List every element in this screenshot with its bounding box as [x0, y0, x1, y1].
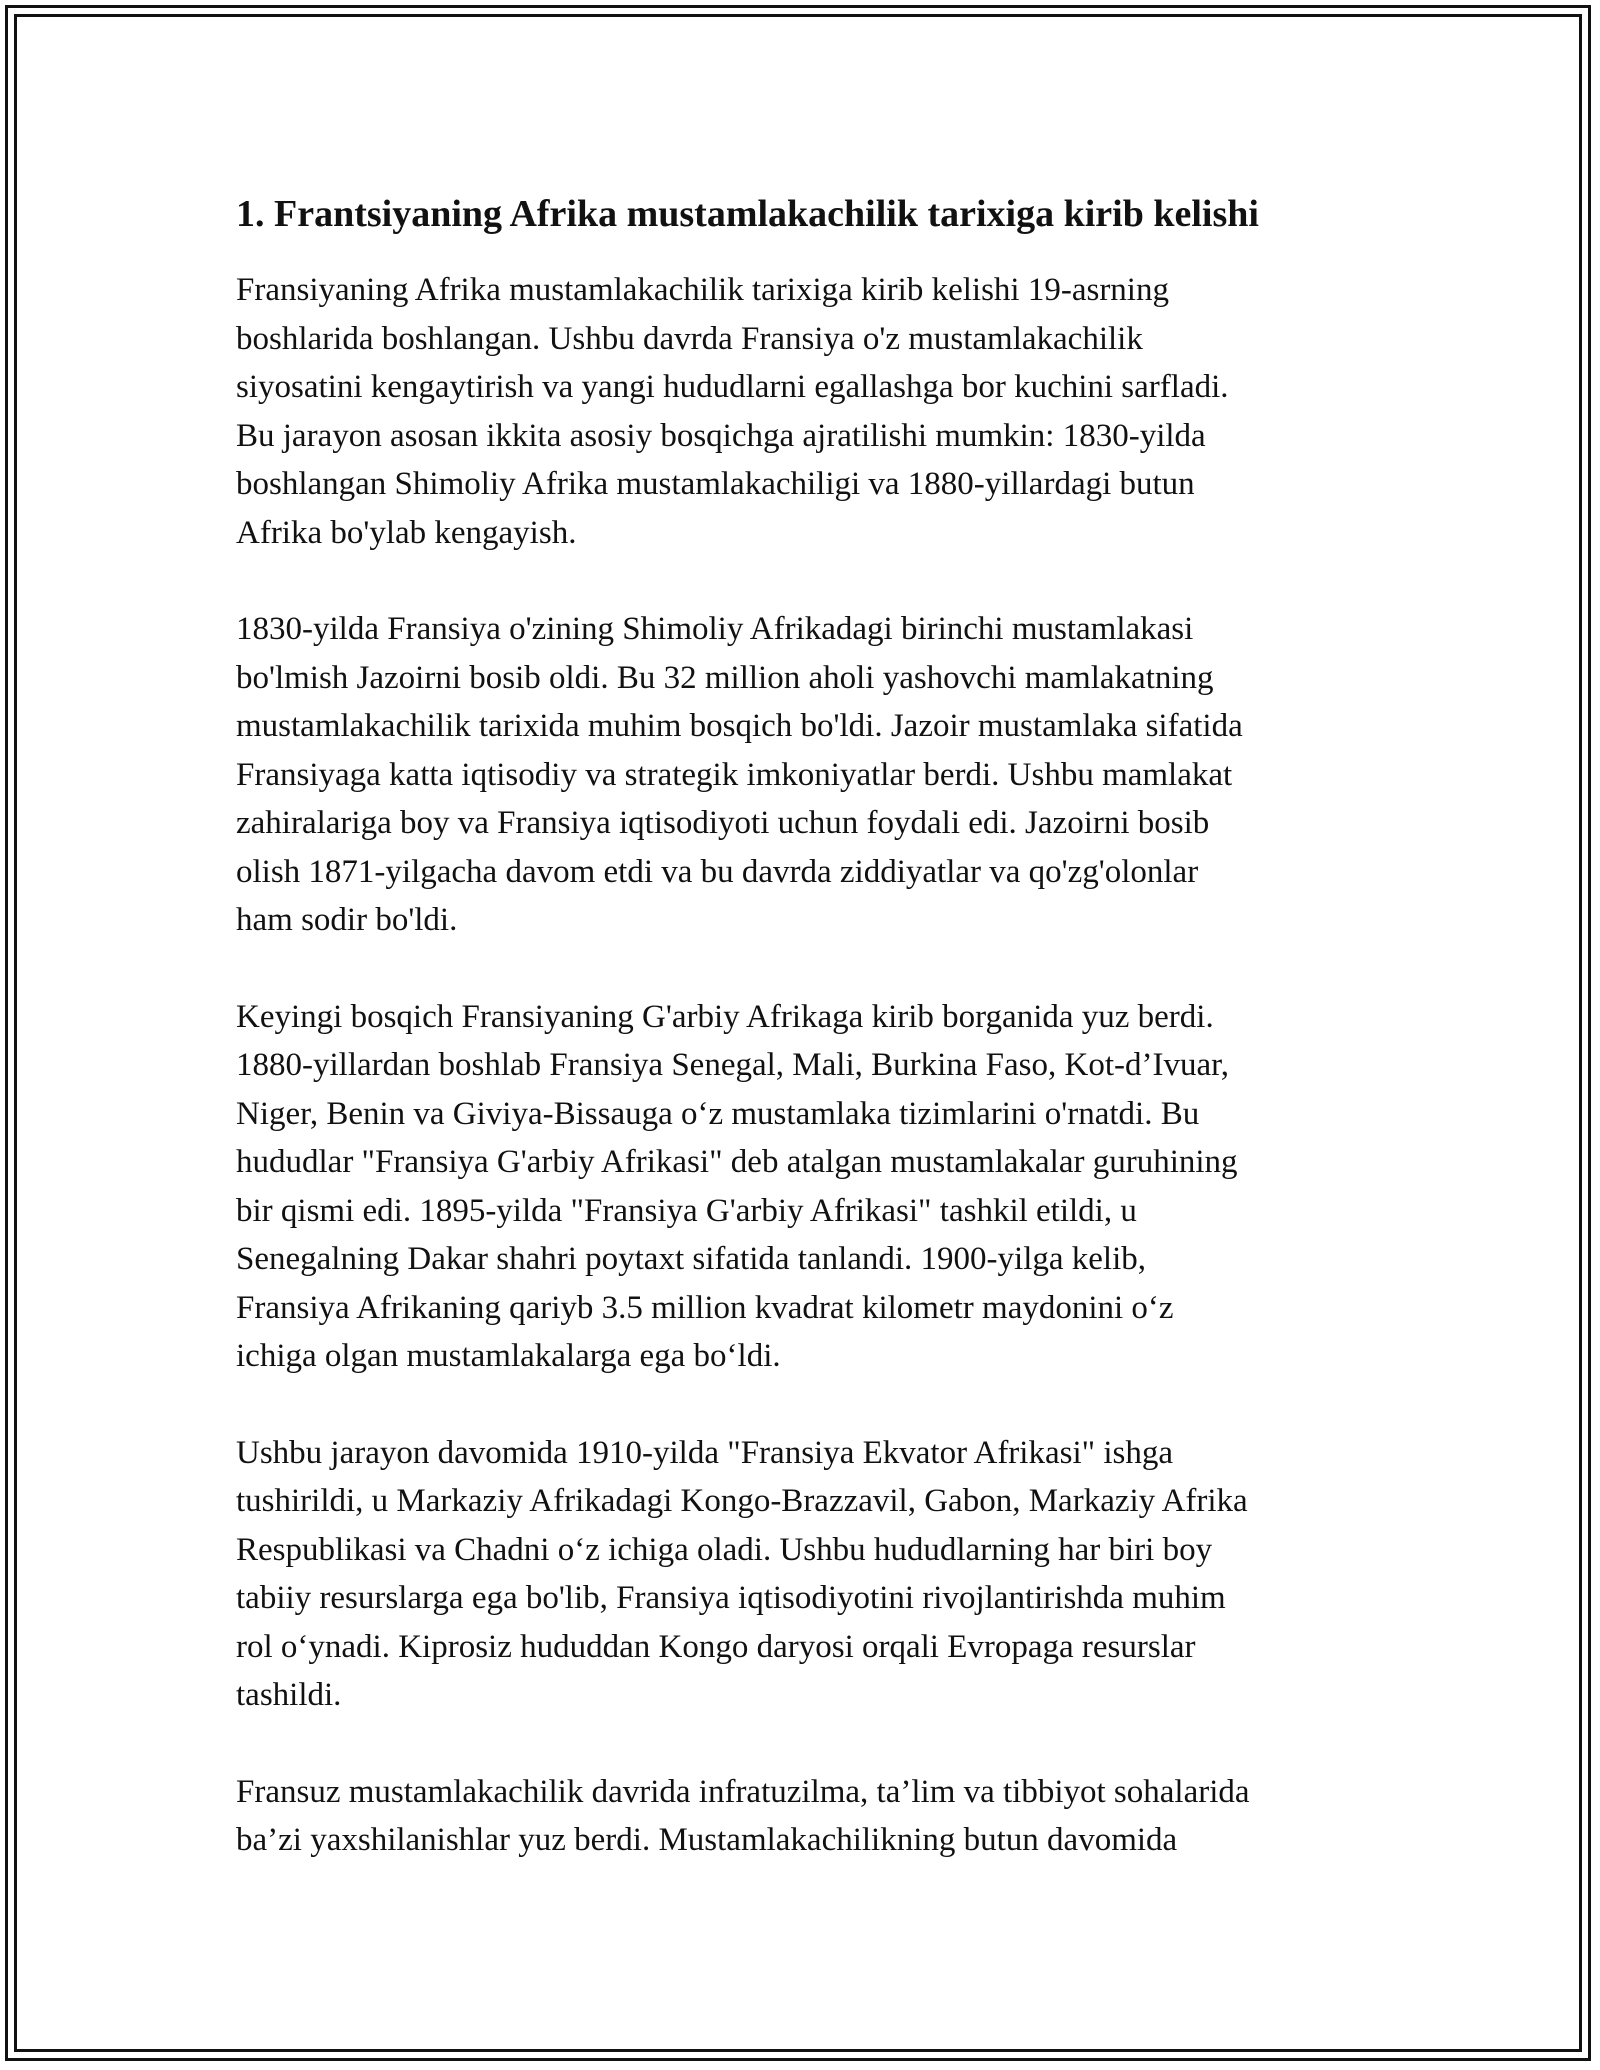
paragraph-equatorial-africa: Ushbu jarayon davomida 1910-yilda "Fransiya Ekvator Afrikasi" ishga tushirildi, u Markaziy Afrikadagi Kongo-Brazzavil, Gabon, Markaziy Afrika Respublikasi va Chadni o‘z ichiga oladi. Ushbu hududlarning har biri boy tabiiy resurslarga ega bo'lib, Fransiya iqtisodiyotini rivojlantirishda muhim rol o‘ynadi. Kiprosiz hududdan Kongo daryosi orqali Evropaga resurslar tashildi. — [236, 1434, 1248, 1713]
paragraph-algeria: 1830-yilda Fransiya o'zining Shimoliy Afrikadagi birinchi mustamlakasi bo'lmish Jazoirni bosib oldi. Bu 32 million aholi yashovchi mamlakatning mustamlakachilik tarixida muhim bosqich bo'ldi. Jazoir mustamlaka sifatida Fransiyaga katta iqtisodiy va strategik imkoniyatlar berdi. Ushbu mamlakat zahiralariga boy va Fransiya iqtisodiyoti uchun foydali edi. Jazoirni bosib olish 1871-yilgacha davom etdi va bu davrda ziddiyatlar va qo'zg'olonlar ham sodir bo'ldi. — [236, 611, 1243, 938]
section-heading: 1. Frantsiyaning Afrika mustamlakachilik tarixiga kirib kelishi — [236, 193, 1259, 235]
paragraph-colonial-period: Fransuz mustamlakachilik davrida infratuzilma, ta’lim va tibbiyot sohalarida ba’zi yaxshilanishlar yuz berdi. Mustamlakachilikning butun davomida — [236, 1773, 1250, 1858]
paragraph-west-africa: Keyingi bosqich Fransiyaning G'arbiy Afrikaga kirib borganida yuz berdi. 1880-yillardan boshlab Fransiya Senegal, Mali, Burkina Faso, Kot-d’Ivuar, Niger, Benin va Giviya-Bissauga o‘z mustamlaka tizimlarini o'rnatdi. Bu hududlar "Fransiya G'arbiy Afrikasi" deb atalgan mustamlakalar guruhining bir qismi edi. 1895-yilda "Fransiya G'arbiy Afrikasi" tashkil etildi, u Senegalning Dakar shahri poytaxt sifatida tanlandi. 1900-yilga kelib, Fransiya Afrikaning qariyb 3.5 million kvadrat kilometr maydonini o‘z ichiga olgan mustamlakalarga ega bo‘ldi. — [236, 998, 1238, 1374]
paragraph-intro: Fransiyaning Afrika mustamlakachilik tarixiga kirib kelishi 19-asrning boshlarida boshlangan. Ushbu davrda Fransiya o'z mustamlakachilik siyosatini kengaytirish va yangi hududlarni egallashga bor kuchini sarfladi. Bu jarayon asosan ikkita asosiy bosqichga ajratilishi mumkin: 1830-yilda boshlangan Shimoliy Afrika mustamlakachiligi va 1880-yillardagi butun Afrika bo'ylab kengayish. — [236, 272, 1229, 551]
document-body — [236, 188, 1386, 1865]
